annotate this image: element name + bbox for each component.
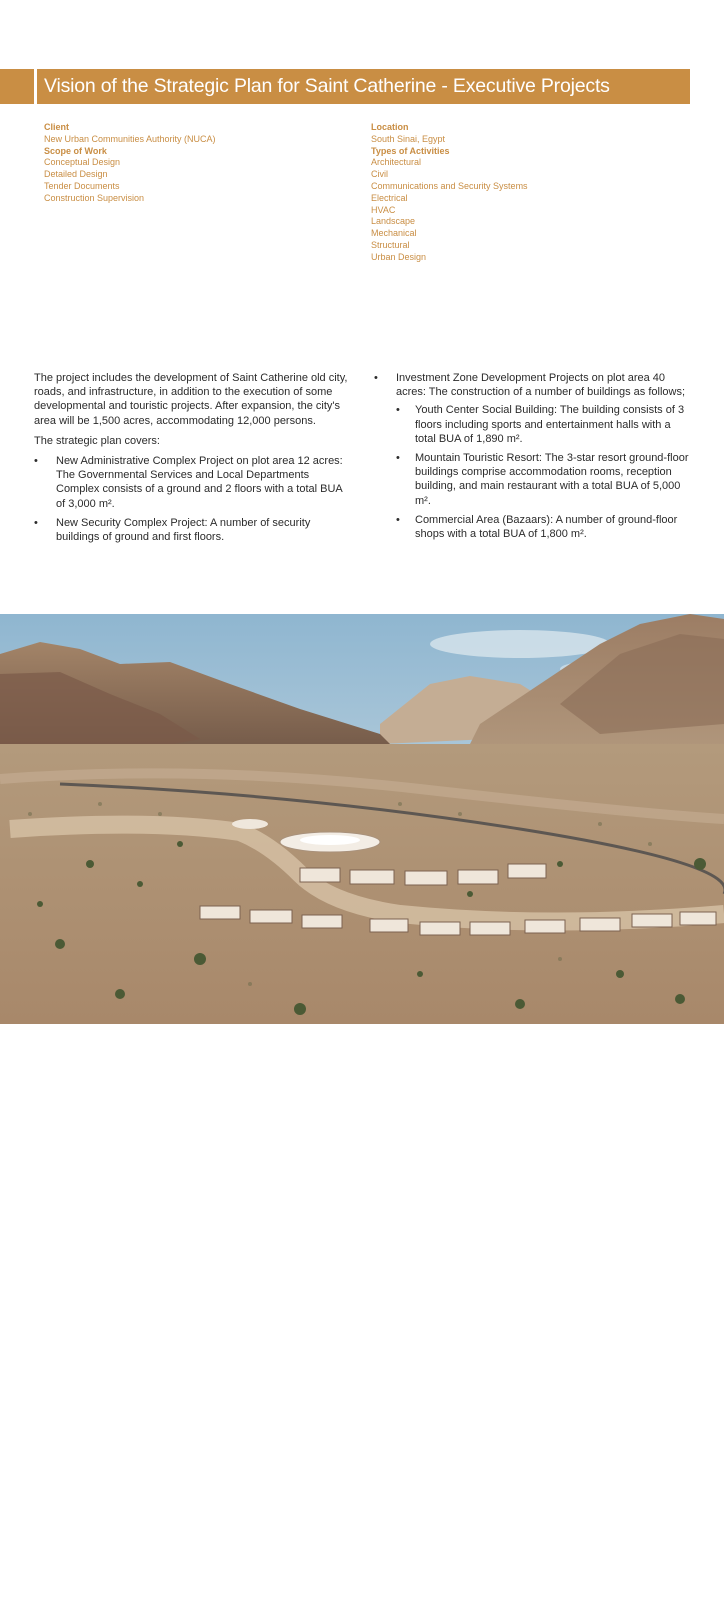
location-value: South Sinai, Egypt [371,133,446,144]
activity-item: HVAC [371,204,396,215]
activities-label: Types of Activities [371,145,450,156]
list-item: • New Security Complex Project: A number of security buildings of ground and first floors. [34,516,349,544]
covers-paragraph: The strategic plan covers: [34,434,160,447]
activity-item: Structural [371,239,410,250]
body-column-right [374,371,690,546]
title-accent-block [0,69,34,104]
scope-label: Scope of Work [44,145,107,156]
project-rendering-image [0,614,724,1613]
scope-item: Tender Documents [44,180,120,191]
photo-caption: Vision of the Strategic Plan for Saint Catherine - Executive Projects [36,1604,274,1613]
activity-item: Landscape [371,216,416,227]
activity-item: Mechanical [371,228,417,239]
body-column-left [34,371,349,549]
scope-item: Construction Supervision [44,192,145,203]
intro-paragraph: The project includes the development of Saint Catherine old city, roads, and infrastructure, in addition to the execution of some developmental and touristic projects. After expansion, the city's area will be 1,500 acres, accommodating 12,000 persons. [34,372,348,427]
activity-item: Electrical [371,192,408,203]
title-band [37,69,690,104]
activity-item: Communications and Security Systems [371,180,528,191]
activity-item: Architectural [371,157,422,168]
scope-item: Detailed Design [44,169,108,180]
activity-item: Urban Design [371,251,427,262]
scope-item: Conceptual Design [44,157,121,168]
page-title: Vision of the Strategic Plan for Saint Catherine - Executive Projects [44,75,610,97]
list-item [374,371,690,541]
title-bar [0,69,724,104]
sub-list-item: • Commercial Area (Bazaars): A number of ground-floor shops with a total BUA of 1,800 m². [396,513,690,541]
project-info-left [44,122,216,205]
location-label: Location [371,122,409,132]
bullet-list-right [374,371,690,541]
list-item: • New Administrative Complex Project on plot area 12 acres: The Governmental Services and Local Departments Complex consists of a ground and 2 floors with a total BUA of 3,000 m². [34,454,349,511]
activity-item: Civil [371,169,388,180]
client-label: Client [44,122,70,132]
sub-list-item: • Mountain Touristic Resort: The 3-star resort ground-floor buildings comprise accommodation rooms, reception building, and main restaurant with a total BUA of 5,000 m². [396,451,690,508]
project-info-right [371,122,528,264]
bullet-list-left [34,454,349,544]
client-value: New Urban Communities Authority (NUCA) [44,133,216,144]
investment-zone-text: Investment Zone Development Projects on plot area 40 acres: The construction of a number of buildings as follows; [396,372,686,399]
sub-bullet-list [396,403,690,541]
sub-list-item: • Youth Center Social Building: The building consists of 3 floors including sports and entertainment halls with a total BUA of 1,890 m². [396,403,690,446]
